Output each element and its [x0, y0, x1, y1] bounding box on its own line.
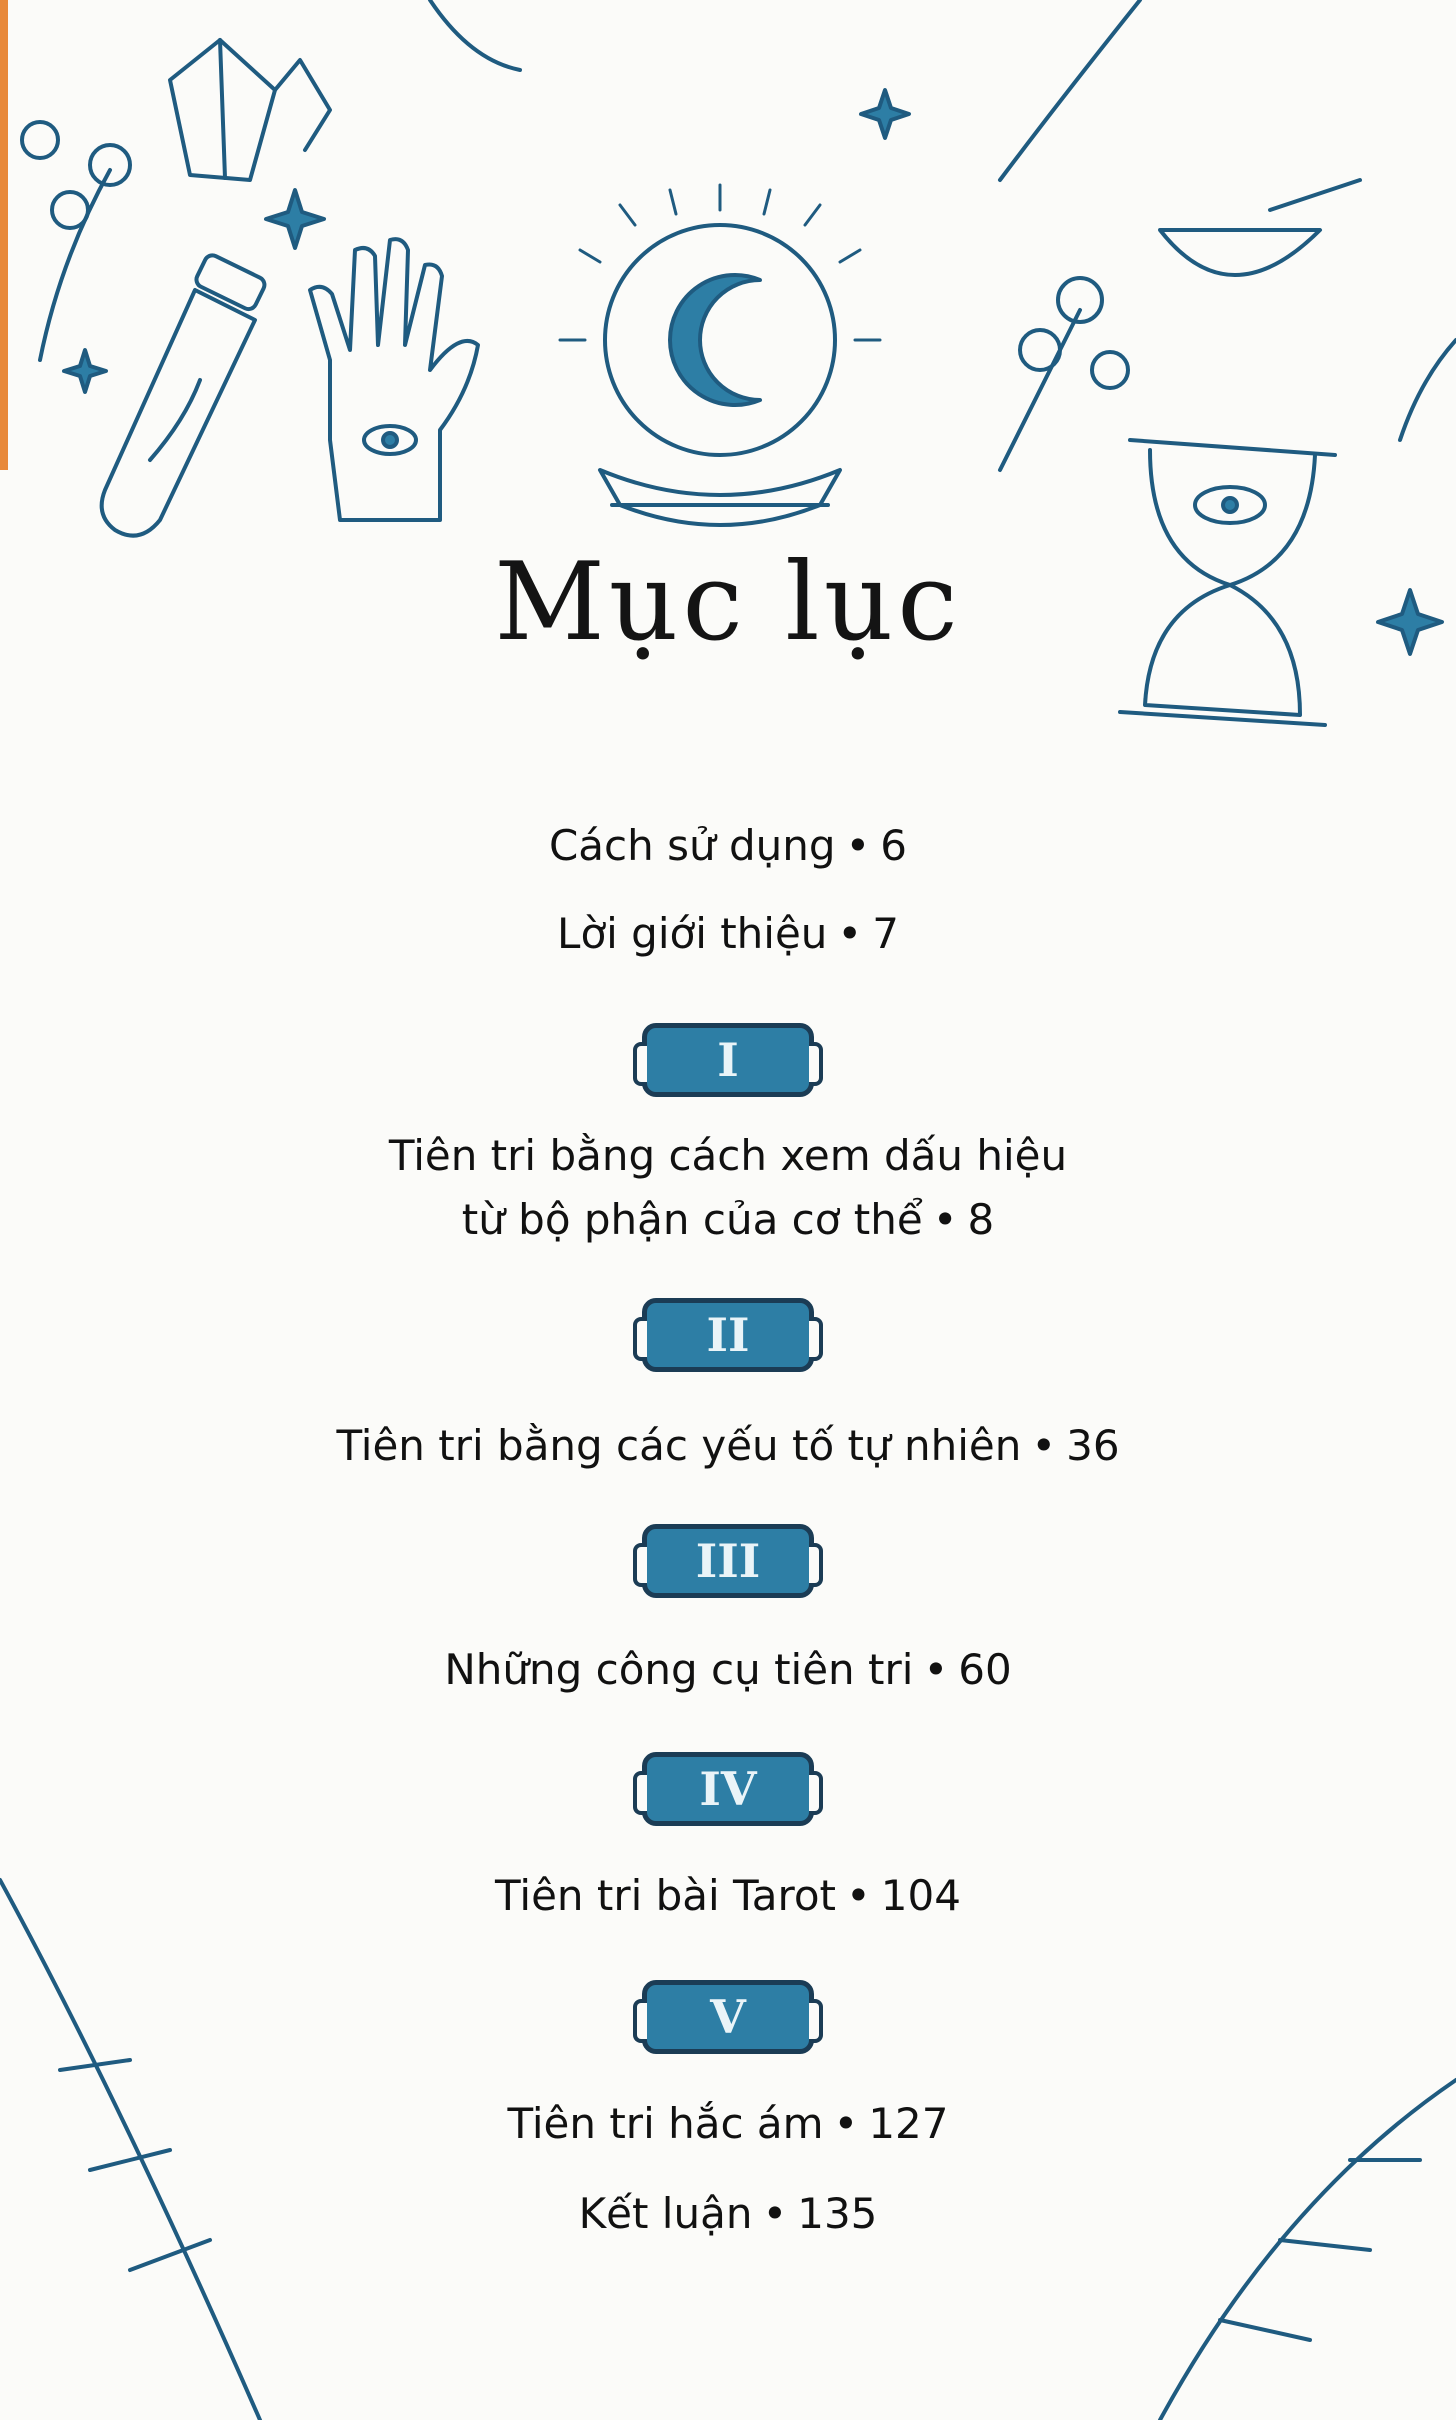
- part-badge-5: V: [642, 1980, 814, 2054]
- potion-tube-icon: [102, 253, 267, 536]
- toc-entry-yeu-to-tu-nhien[interactable]: Tiên tri bằng các yếu tố tự nhiên • 36: [336, 1421, 1120, 1470]
- toc-entry-cong-cu-tien-tri[interactable]: Những công cụ tiên tri • 60: [444, 1645, 1012, 1694]
- part-badge-2: II: [642, 1298, 814, 1372]
- toc-entry-ket-luan[interactable]: Kết luận • 135: [578, 2189, 878, 2238]
- palm-icon: [310, 239, 478, 520]
- toc-entry-cach-su-dung[interactable]: Cách sử dụng • 6: [548, 821, 908, 870]
- leaf-branch-icon: [430, 0, 1456, 440]
- part-badge-3: III: [642, 1524, 814, 1598]
- crystals-icon: [170, 40, 330, 180]
- toc-entry-dau-hieu-co-the[interactable]: Tiên tri bằng cách xem dấu hiệu từ bộ phận của cơ thể • 8: [388, 1131, 1068, 1244]
- part-badge-4: IV: [642, 1752, 814, 1826]
- mortar-icon: [1160, 180, 1360, 275]
- toc-entry-hac-am[interactable]: Tiên tri hắc ám • 127: [507, 2099, 949, 2148]
- page-title: Mục lục: [494, 540, 962, 665]
- part-badge-1: I: [642, 1023, 814, 1097]
- crystal-ball-icon: [560, 185, 880, 525]
- toc-entry-loi-gioi-thieu[interactable]: Lời giới thiệu • 7: [557, 909, 899, 958]
- toc-entry-bai-tarot[interactable]: Tiên tri bài Tarot • 104: [495, 1871, 961, 1920]
